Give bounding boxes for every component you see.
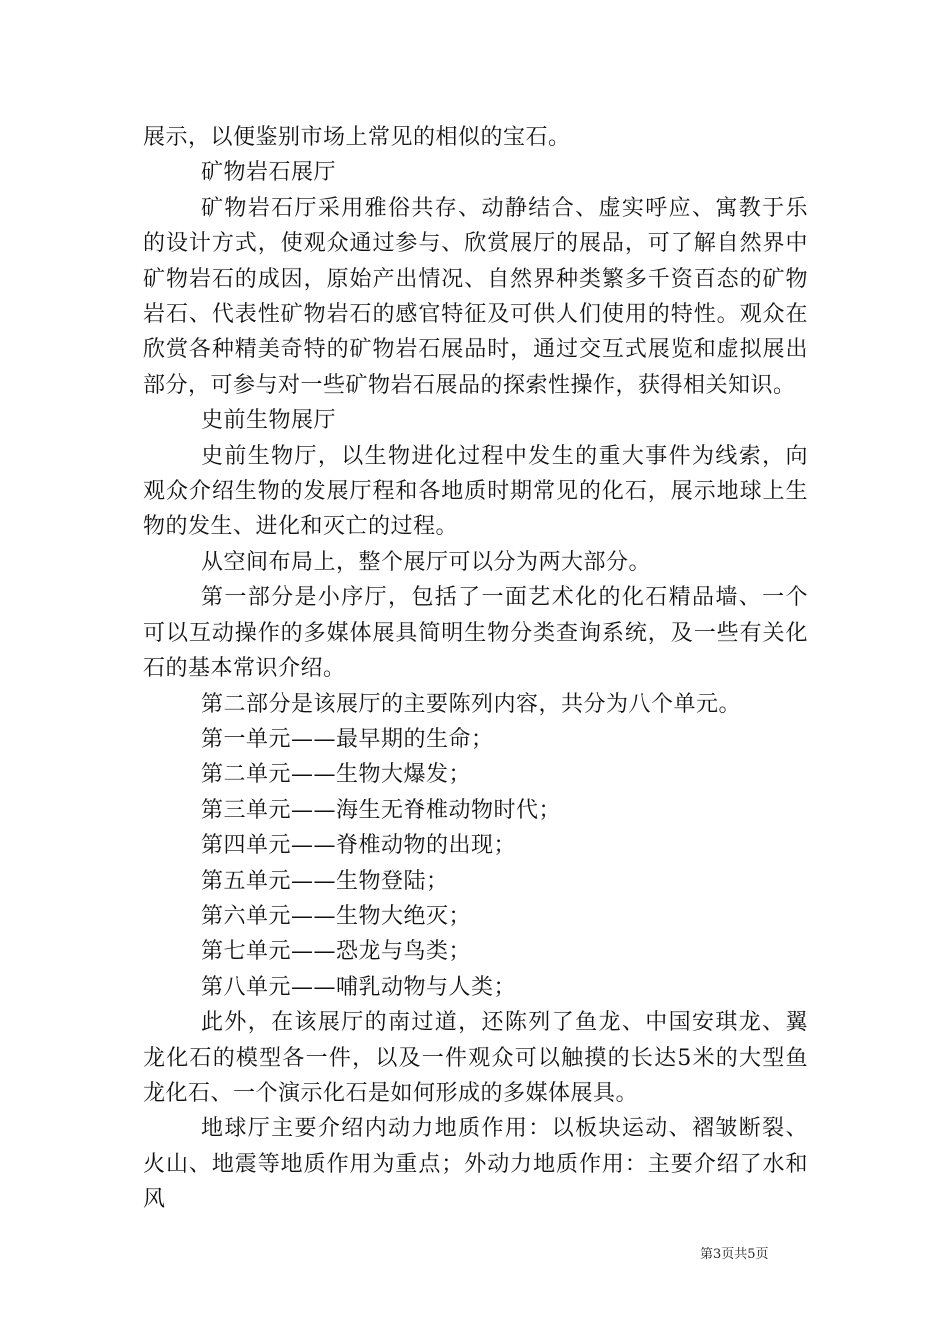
document-body <box>143 120 808 1218</box>
paragraph: 史前生物厅，以生物进化过程中发生的重大事件为线索，向观众介绍生物的发展厅程和各地质时期常见的化石，展示地球上生物的发生、进化和灭亡的过程。 <box>143 443 808 540</box>
paragraph: 第三单元——海生无脊椎动物时代； <box>201 797 562 823</box>
paragraph: 矿物岩石厅采用雅俗共存、动静结合、虚实呼应、寓教于乐的设计方式，使观众通过参与、欣赏展厅的展品，可了解自然界中矿物岩石的成因，原始产出情况、自然界种类繁多千资百态的矿物岩石、代表性矿物岩石的感官特征及可供人们使用的特性。观众在欣赏各种精美奇特的矿物岩石展品时，通过交互式展览和虚拟展出部分，可参与对一些矿物岩石展品的探索性操作，获得相关知识。 <box>143 195 808 398</box>
paragraph: 第一部分是小序厅，包括了一面艺术化的化石精品墙、一个可以互动操作的多媒体展具简明生物分类查询系统，及一些有关化石的基本常识介绍。 <box>143 585 808 682</box>
paragraph: 第二单元——生物大爆发； <box>201 762 472 788</box>
paragraph: 此外，在该展厅的南过道，还陈列了鱼龙、中国安琪龙、翼龙化石的模型各一件，以及一件观众可以触摸的长达5米的大型鱼龙化石、一个演示化石是如何形成的多媒体展具。 <box>143 1010 808 1106</box>
paragraph: 第一单元——最早期的生命； <box>201 726 494 752</box>
paragraph: 第七单元——恐龙与鸟类； <box>201 939 472 965</box>
paragraph: 第二部分是该展厅的主要陈列内容，共分为八个单元。 <box>201 691 742 717</box>
paragraph: 第六单元——生物大绝灭； <box>201 903 472 929</box>
paragraph: 史前生物展厅 <box>201 408 337 434</box>
paragraph: 第四单元——脊椎动物的出现； <box>201 833 517 859</box>
paragraph: 矿物岩石展厅 <box>201 160 337 186</box>
paragraph: 第八单元——哺乳动物与人类； <box>201 974 517 1000</box>
paragraph: 第五单元——生物登陆； <box>201 868 449 894</box>
page-number-footer: 第3页共5页 <box>700 1247 769 1262</box>
paragraph: 展示，以便鉴别市场上常见的相似的宝石。 <box>143 125 571 150</box>
paragraph: 地球厅主要介绍内动力地质作用：以板块运动、褶皱断裂、火山、地震等地质作用为重点；外动力地质作用：主要介绍了水和风 <box>143 1116 808 1213</box>
paragraph: 从空间布局上，整个展厅可以分为两大部分。 <box>201 549 652 575</box>
